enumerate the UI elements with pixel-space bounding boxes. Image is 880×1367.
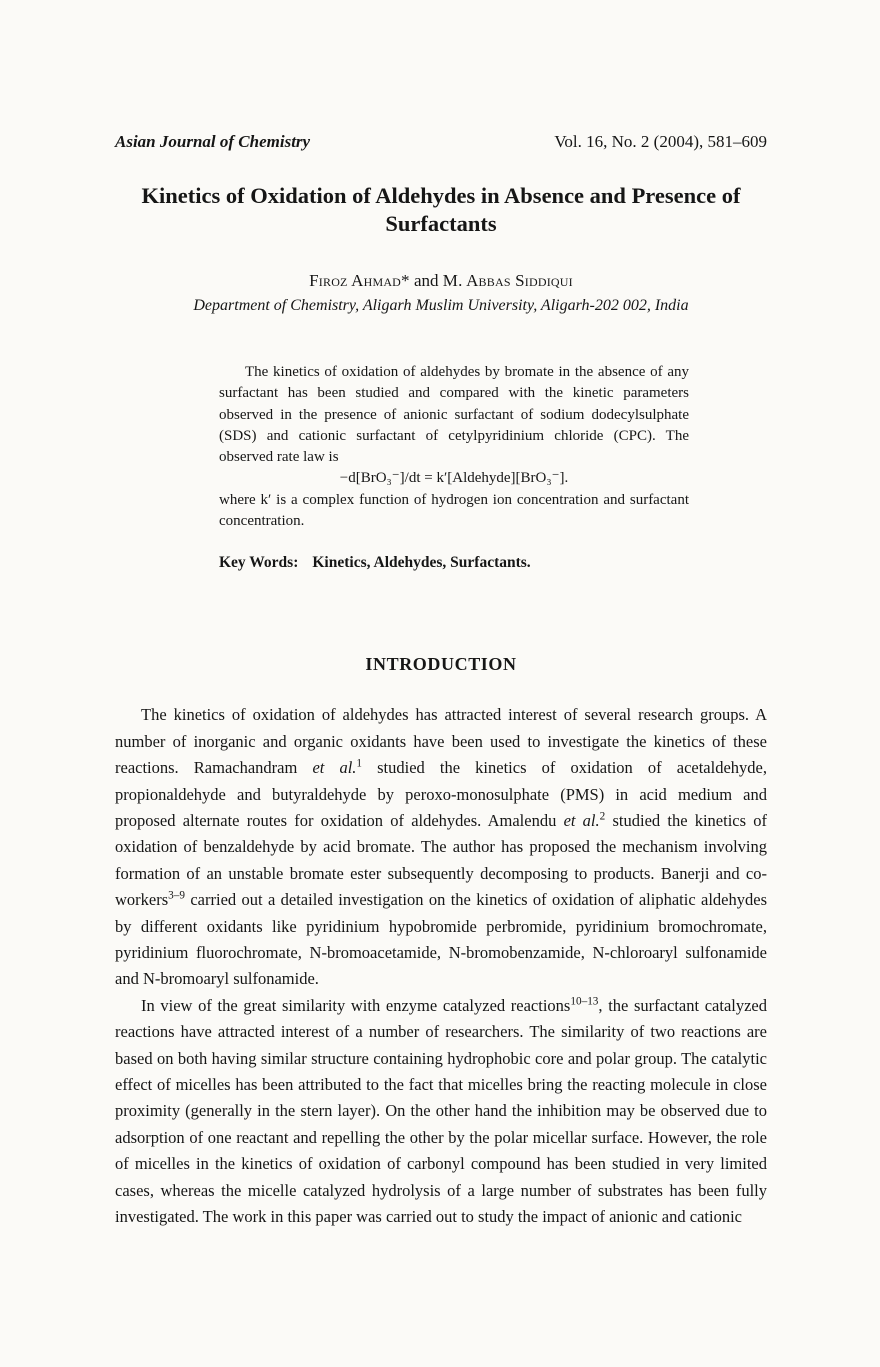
abstract-continued: where k′ is a complex function of hydrogen ion concentration and surfactant concentration. <box>219 491 689 530</box>
journal-name: Asian Journal of Chemistry <box>115 132 311 151</box>
introduction-paragraph-1: The kinetics of oxidation of aldehydes has attracted interest of several research groups. A number of inorganic and organic oxidants have been used to investigate the kinetics of these reactions. Ramachandram et al.$^1$ studied the kinetics of oxidation of acetaldehyde, propionaldehyde and butyraldehyde by peroxo-monosulphate (PMS) in acid medium and proposed alternate routes for oxidation of aldehydes. Amalendu et al.$^2$ studied the kinetics of oxidation of benzaldehyde by acid bromate. The author has proposed the mechanism involving formation of an unstable bromate ester subsequently decomposing to products. Banerji and co-workers$^{3-9}$ carried out a detailed investigation on the kinetics of oxidation of aliphatic aldehydes by different oxidants like pyridinium hypobromide perbromide, pyridinium bromochromate, pyridinium fluorochromate, N-bromoacetamide, N-bromobenzamide, N-chloroaryl sulfonamide and N-bromoaryl sulfonamide. <box>115 705 768 989</box>
affiliation: Department of Chemistry, Aligarh Muslim University, Aligarh-202 002, India <box>193 297 689 314</box>
volume-issue-pages: Vol. 16, No. 2 (2004), 581–609 <box>554 132 767 151</box>
authors-line: Firoz Ahmad* and M. Abbas Siddiqui <box>309 271 573 290</box>
keywords-line <box>219 552 767 573</box>
paper-title: Kinetics of Oxidation of Aldehydes in Absence and Presence of Surfactants <box>141 183 741 236</box>
keywords-label: Key Words: <box>219 554 299 572</box>
introduction-paragraph-2: In view of the great similarity with enzyme catalyzed reactions$^{10-13}$, the surfactant catalyzed reactions have attracted interest of a number of researchers. The similarity of two reactions are based on both having similar structure containing hydrophobic core and polar group. The catalytic effect of micelles has been attributed to the fact that micelles bring the reacting molecule in close proximity (generally in the stern layer). On the other hand the inhibition may be observed due to adsorption of one reactant and repelling the other by the polar micellar surface. However, the role of micelles in the kinetics of oxidation of carbonyl compound has been studied in very limited cases, whereas the micelle catalyzed hydrolysis of a large number of substrates has been fully investigated. The work in this paper was carried out to study the impact of anionic and cationic <box>115 995 768 1227</box>
abstract-text: The kinetics of oxidation of aldehydes by bromate in the absence of any surfactant has been studied and compared with the kinetic parameters observed in the presence of anionic surfactant of sodium dodecylsulphate (SDS) and cationic surfactant of cetylpyridinium chloride (CPC). The observed rate law is <box>219 364 689 466</box>
page-header <box>115 132 767 152</box>
rate-law-equation: −d[BrO₃⁻]/dt = k′[Aldehyde][BrO₃⁻]. <box>339 470 569 487</box>
abstract-block <box>219 362 689 532</box>
section-heading-introduction: INTRODUCTION <box>365 654 517 675</box>
keywords-value: Kinetics, Aldehydes, Surfactants. <box>312 554 531 572</box>
